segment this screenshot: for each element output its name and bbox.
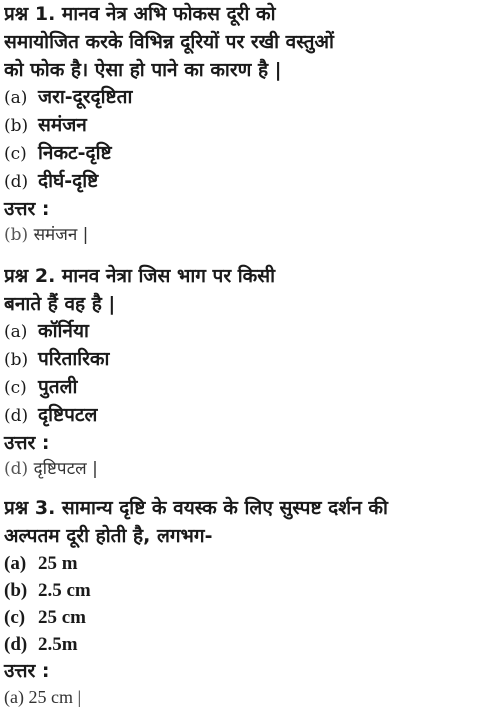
question-2-option-c (4, 374, 493, 402)
question-2-answer (4, 456, 493, 482)
answer-text: (a) 25 cm | (4, 687, 82, 707)
option-text: 2.5m (38, 634, 78, 655)
question-2 (4, 262, 493, 482)
option-text: दृष्टिपटल (38, 404, 98, 426)
question-3-option-d (4, 631, 493, 658)
question-1-option-c (4, 140, 493, 168)
question-2-answer-label: उत्तर : (4, 432, 50, 454)
spacer (4, 482, 493, 494)
question-1 (4, 0, 493, 248)
option-text: परितारिका (38, 348, 110, 370)
answer-marker: (b) (4, 225, 29, 245)
question-3-option-a (4, 550, 493, 577)
question-1-option-a (4, 84, 493, 112)
option-text: 2.5 cm (38, 580, 91, 601)
question-3-option-b (4, 577, 493, 604)
question-3-option-c (4, 604, 493, 631)
question-1-answer (4, 222, 493, 248)
question-1-option-b (4, 112, 493, 140)
answer-marker: (d) (4, 459, 29, 479)
question-3-line-2: अल्पतम दूरी होती है, लगभग- (4, 525, 213, 547)
question-3-answer (4, 684, 493, 710)
question-1-option-d (4, 168, 493, 196)
option-text: दीर्घ-दृष्टि (38, 170, 99, 192)
option-marker: (c) (4, 144, 27, 164)
question-2-option-b (4, 346, 493, 374)
option-text: जरा-दूरदृष्टिता (38, 86, 133, 108)
question-3-line-1: प्रश्न 3. सामान्य दृष्टि के वयस्क के लिए सुस्पष्ट दर्शन की (4, 497, 388, 519)
option-marker: (b) (4, 350, 29, 370)
option-text: समंजन (38, 114, 87, 136)
question-1-line-3: को फोक है। ऐसा हो पाने का कारण है | (4, 59, 282, 81)
option-text: कॉर्निया (38, 320, 89, 342)
option-marker: (c) (4, 607, 26, 628)
question-1-line-2: समायोजित करके विभिन्न दूरियों पर रखी वस्तुओं (4, 31, 334, 53)
option-text: पुतली (38, 376, 78, 398)
option-marker: (a) (4, 553, 27, 574)
question-2-option-d (4, 402, 493, 430)
option-marker: (c) (4, 378, 27, 398)
option-marker: (d) (4, 634, 28, 655)
question-2-line-1: प्रश्न 2. मानव नेत्रा जिस भाग पर किसी (4, 265, 276, 287)
option-marker: (b) (4, 580, 28, 601)
spacer (4, 248, 493, 262)
option-marker: (a) (4, 88, 28, 108)
option-marker: (b) (4, 116, 29, 136)
question-3-answer-label: उत्तर : (4, 660, 50, 682)
question-2-option-a (4, 318, 493, 346)
answer-text: दृष्टिपटल | (33, 459, 98, 479)
document-page (4, 0, 493, 710)
option-text: 25 m (38, 553, 78, 574)
question-2-line-2: बनाते हैं वह है | (4, 293, 116, 315)
question-3 (4, 494, 493, 710)
option-marker: (d) (4, 406, 29, 426)
answer-text: समंजन | (33, 225, 89, 245)
question-1-answer-label: उत्तर : (4, 198, 50, 220)
question-1-line-1: प्रश्न 1. मानव नेत्र अभि फोकस दूरी को (4, 3, 276, 25)
option-text: 25 cm (38, 607, 87, 628)
option-text: निकट-दृष्टि (38, 142, 112, 164)
option-marker: (d) (4, 172, 29, 192)
option-marker: (a) (4, 322, 28, 342)
